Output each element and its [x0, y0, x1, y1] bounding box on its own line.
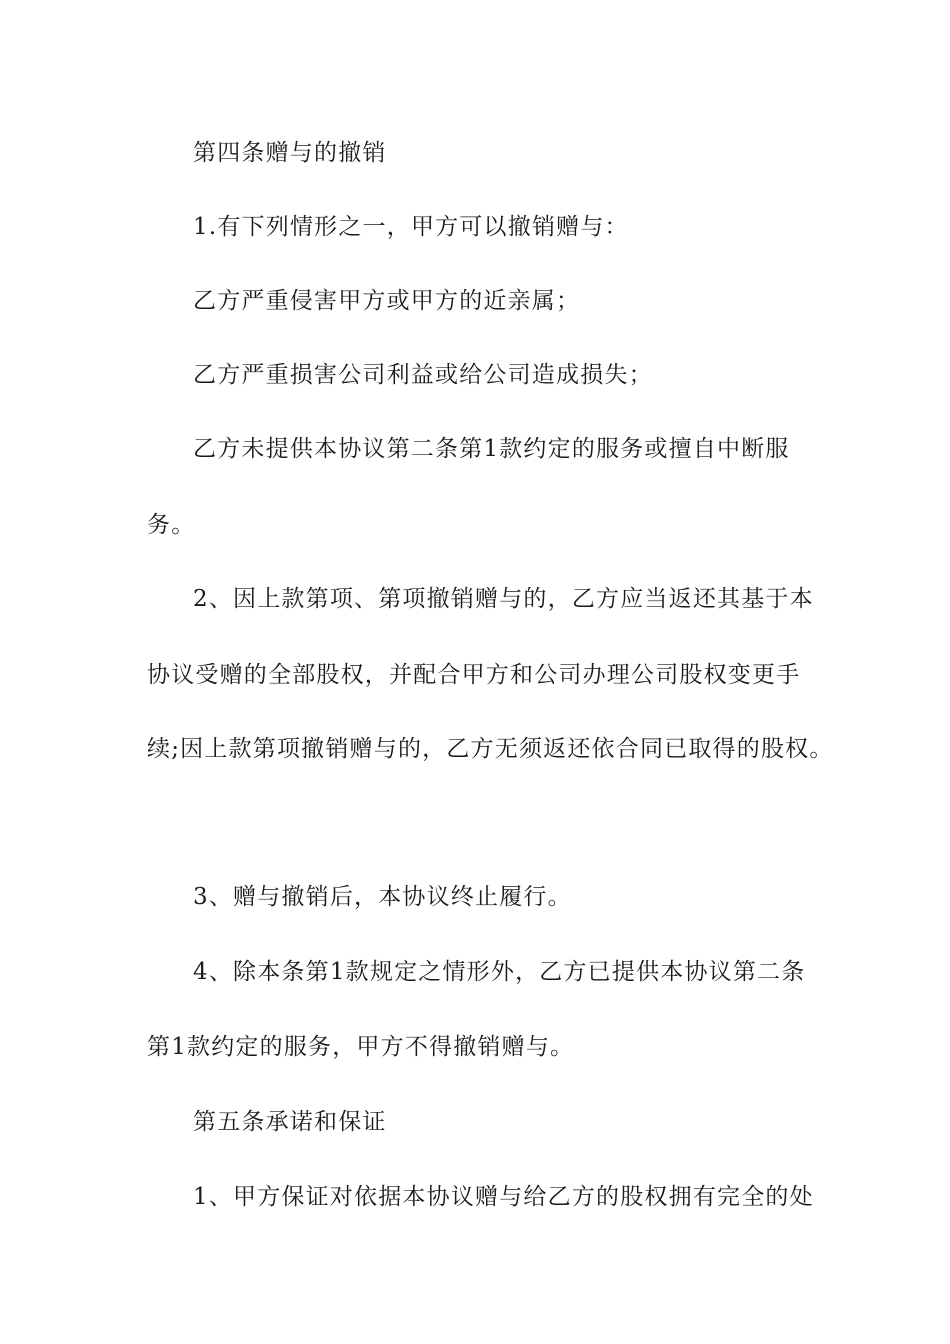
article5-item1-line1: 1、甲方保证对依据本协议赠与给乙方的股权拥有完全的处 — [193, 1184, 814, 1210]
article4-item1-intro: 1.有下列情形之一，甲方可以撤销赠与： — [193, 214, 629, 240]
article4-item4-line2: 第1款约定的服务，甲方不得撤销赠与。 — [147, 1034, 575, 1060]
article5-heading: 第五条承诺和保证 — [193, 1109, 387, 1135]
article4-item2-line2: 协议受赠的全部股权，并配合甲方和公司办理公司股权变更手 — [147, 662, 801, 688]
article4-item2-line1: 2、因上款第项、第项撤销赠与的，乙方应当返还其基于本 — [193, 586, 814, 612]
article4-item3: 3、赠与撤销后，本协议终止履行。 — [193, 884, 572, 910]
revocation-condition-c-line2: 务。 — [147, 512, 196, 538]
revocation-condition-c-line1: 乙方未提供本协议第二条第1款约定的服务或擅自中断服 — [193, 436, 790, 462]
article4-item4-line1: 4、除本条第1款规定之情形外，乙方已提供本协议第二条 — [193, 959, 806, 985]
article4-item2-line3: 续;因上款第项撤销赠与的，乙方无须返还依合同已取得的股权。 — [147, 736, 834, 762]
revocation-condition-b: 乙方严重损害公司利益或给公司造成损失； — [193, 362, 653, 388]
article4-heading: 第四条赠与的撤销 — [193, 140, 387, 166]
revocation-condition-a: 乙方严重侵害甲方或甲方的近亲属； — [193, 288, 581, 314]
